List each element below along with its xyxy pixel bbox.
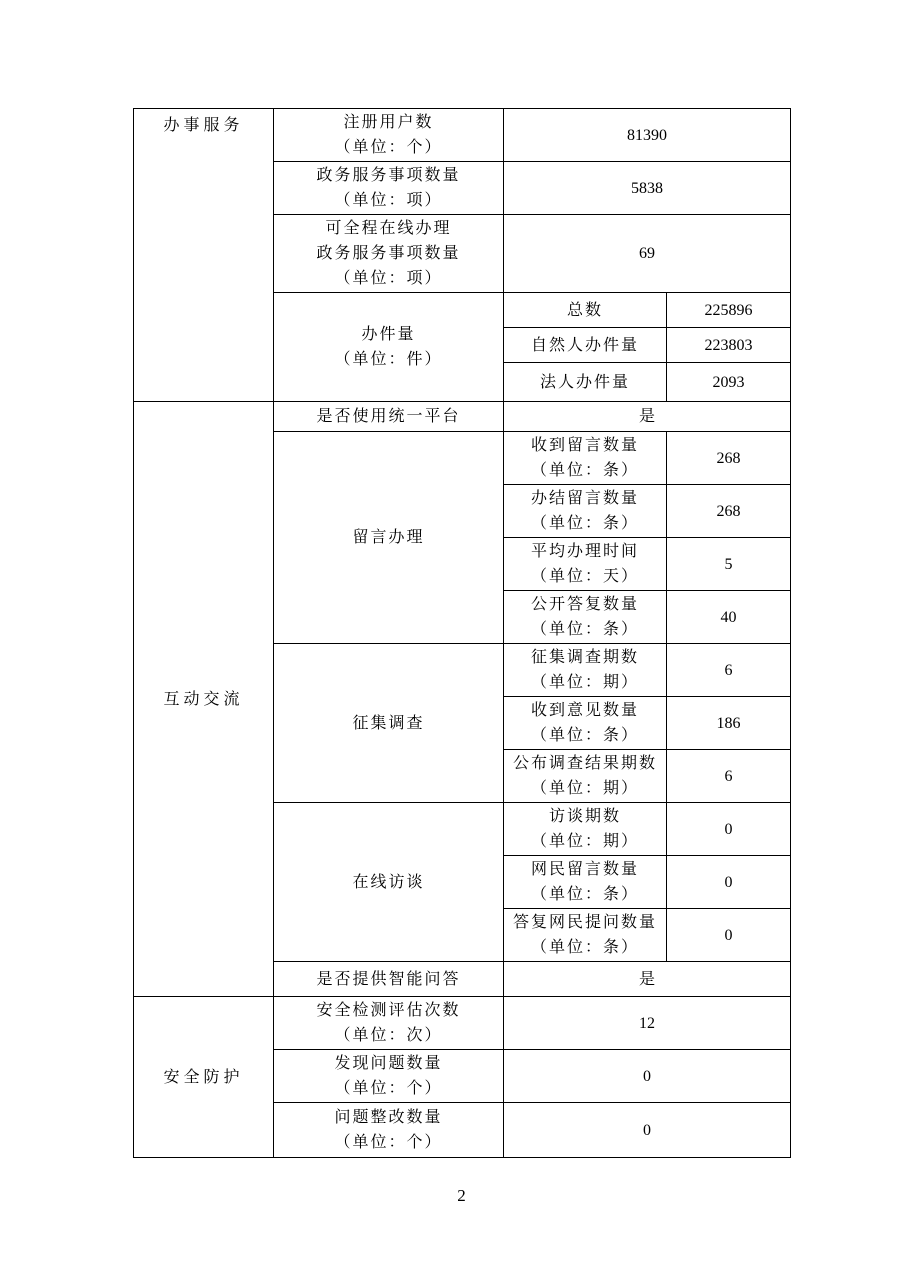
section-category-cell: 办事服务 <box>134 109 274 402</box>
item-label-cell <box>274 109 504 162</box>
value-cell: 69 <box>504 215 791 293</box>
label-line: 办件量 <box>361 326 416 343</box>
item-label-cell <box>274 962 504 997</box>
label-line: （单位：条） <box>530 462 639 479</box>
report-table-body <box>134 109 791 1158</box>
label-line: （单位：期） <box>530 833 639 850</box>
label-line: 访谈期数 <box>548 808 621 825</box>
label-line: （单位：期） <box>530 780 639 797</box>
page-number: 2 <box>457 1186 466 1205</box>
value-cell: 0 <box>504 1103 791 1158</box>
value-cell: 0 <box>667 803 791 856</box>
label-line: 是否使用统一平台 <box>316 408 461 425</box>
label-line: （单位：条） <box>530 727 639 744</box>
value-cell: 2093 <box>667 363 791 402</box>
value-cell: 268 <box>667 432 791 485</box>
group-label-cell <box>274 803 504 962</box>
sub-item-label-cell <box>504 644 667 697</box>
label-line: （单位：条） <box>530 886 639 903</box>
label-line: 收到留言数量 <box>530 437 639 454</box>
value-cell: 186 <box>667 697 791 750</box>
item-label-cell <box>274 997 504 1050</box>
label-line: 征集调查期数 <box>530 649 639 666</box>
group-label-cell <box>274 293 504 402</box>
label-line: （单位：条） <box>530 939 639 956</box>
item-label-cell <box>274 1103 504 1158</box>
report-table <box>133 108 791 1158</box>
label-line: 是否提供智能问答 <box>316 970 461 988</box>
label-line: （单位：条） <box>530 515 639 532</box>
sub-item-label-cell <box>504 485 667 538</box>
sub-item-label-cell <box>504 750 667 803</box>
label-line: 平均办理时间 <box>530 543 639 560</box>
value-cell: 是 <box>504 402 791 432</box>
value-cell: 225896 <box>667 293 791 328</box>
value-cell: 5838 <box>504 162 791 215</box>
sub-item-label-cell <box>504 538 667 591</box>
sub-item-label-cell <box>504 363 667 402</box>
value-cell: 40 <box>667 591 791 644</box>
label-line: 办结留言数量 <box>530 490 639 507</box>
section-category-cell: 安全防护 <box>134 997 274 1158</box>
value-cell: 268 <box>667 485 791 538</box>
item-label-cell <box>274 402 504 432</box>
table-row <box>134 109 791 162</box>
label-line: （单位：条） <box>530 621 639 638</box>
label-line: 答复网民提问数量 <box>512 914 657 931</box>
sub-item-label-cell <box>504 856 667 909</box>
sub-item-label-cell <box>504 697 667 750</box>
label-line: 可全程在线办理 <box>325 220 452 237</box>
value-cell: 是 <box>504 962 791 997</box>
value-cell: 0 <box>667 856 791 909</box>
sub-item-label-cell <box>504 293 667 328</box>
label-line: 注册用户数 <box>343 114 434 131</box>
label-line: （单位：件） <box>334 351 443 368</box>
value-cell: 0 <box>504 1050 791 1103</box>
label-line: 公布调查结果期数 <box>512 755 657 772</box>
value-cell: 5 <box>667 538 791 591</box>
label-line: （单位：项） <box>334 192 443 209</box>
label-line: （单位：项） <box>334 270 443 287</box>
label-line: （单位：期） <box>530 674 639 691</box>
value-cell: 6 <box>667 644 791 697</box>
table-row <box>134 402 791 432</box>
label-line: 公开答复数量 <box>530 596 639 613</box>
label-line: （单位：天） <box>530 568 639 585</box>
label-line: 自然人办件量 <box>530 336 639 354</box>
label-line: 政务服务事项数量 <box>316 167 461 184</box>
label-line: （单位：次） <box>334 1027 443 1044</box>
sub-item-label-cell <box>504 432 667 485</box>
value-cell: 6 <box>667 750 791 803</box>
label-line: 问题整改数量 <box>334 1109 443 1126</box>
table-row <box>134 997 791 1050</box>
label-line: （单位：个） <box>334 1134 443 1151</box>
value-cell: 12 <box>504 997 791 1050</box>
item-label-cell <box>274 1050 504 1103</box>
label-line: 总数 <box>566 301 603 319</box>
label-line: （单位：个） <box>334 139 443 156</box>
label-line: 政务服务事项数量 <box>316 245 461 262</box>
item-label-cell <box>274 162 504 215</box>
group-label-cell <box>274 644 504 803</box>
sub-item-label-cell <box>504 591 667 644</box>
label-line: 发现问题数量 <box>334 1055 443 1072</box>
label-line: 在线访谈 <box>352 873 425 891</box>
sub-item-label-cell <box>504 909 667 962</box>
section-category-cell: 互动交流 <box>134 402 274 997</box>
label-line: 网民留言数量 <box>530 861 639 878</box>
label-line: 法人办件量 <box>539 373 630 391</box>
item-label-cell <box>274 215 504 293</box>
label-line: （单位：个） <box>334 1080 443 1097</box>
sub-item-label-cell <box>504 803 667 856</box>
value-cell: 223803 <box>667 328 791 363</box>
label-line: 留言办理 <box>352 529 425 546</box>
group-label-cell <box>274 432 504 644</box>
sub-item-label-cell <box>504 328 667 363</box>
label-line: 安全检测评估次数 <box>316 1002 461 1019</box>
value-cell: 0 <box>667 909 791 962</box>
label-line: 征集调查 <box>352 714 425 732</box>
value-cell: 81390 <box>504 109 791 162</box>
label-line: 收到意见数量 <box>530 702 639 719</box>
